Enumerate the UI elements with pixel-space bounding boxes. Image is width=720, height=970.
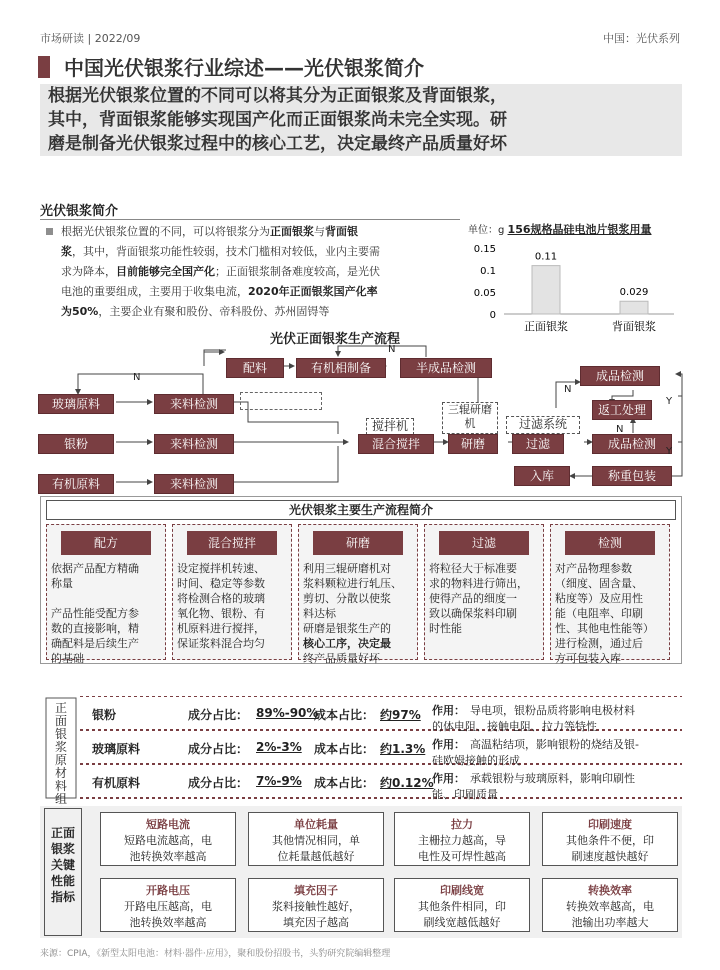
material-name: 有机原料 (92, 776, 141, 790)
process-card-line: 求的物料进行筛出， (429, 577, 528, 590)
kpi-cell-text: 池转换效率越高 (129, 850, 207, 863)
material-cost-value: 约0.12% (380, 776, 434, 790)
kpi-cell (248, 878, 384, 932)
kpi-cell-text: 位耗量越低越好 (277, 850, 355, 863)
kpi-cell-text: 转换效率越高，电 (566, 900, 654, 913)
process-card-line: 剪切、分散以使浆 (303, 592, 391, 605)
kpi-cell-text: 池输出功率越大 (571, 916, 649, 929)
page-title: 中国光伏银浆行业综述——光伏银浆简介 (64, 56, 424, 80)
process-card-body (177, 561, 287, 651)
flow-final-inspect-1: 成品检测 (580, 366, 660, 386)
kpi-cell-head: 转换效率 (588, 884, 632, 897)
bar-value-label: 0.11 (534, 251, 558, 263)
material-use-text: 能、印刷质量 (432, 788, 498, 801)
process-card-line: 使得产品的细度一 (429, 592, 517, 605)
kpi-cell-text: 电性及可焊性越高 (418, 850, 506, 863)
process-card-head: 混合搅拌 (187, 531, 277, 555)
material-comp-label: 成分占比： (188, 708, 249, 722)
bar (620, 301, 648, 314)
process-card-line: 致以确保浆料印刷 (429, 607, 517, 620)
process-card-line: 机原料进行搅拌， (177, 622, 265, 635)
material-cost-label: 成本占比： (314, 708, 375, 722)
material-cost-value: 约1.3% (380, 742, 426, 756)
process-card-line: 时间、稳定等参数 (177, 577, 265, 590)
intro-emphasis: 为50% (61, 305, 99, 318)
flow-arrows (38, 326, 684, 496)
flow-filter-label: 过滤系统 (506, 416, 580, 434)
kpi-cell (542, 812, 678, 866)
chart-header (468, 221, 652, 237)
y-tick-label: 0.1 (480, 266, 496, 277)
kpi-cell (100, 878, 236, 932)
material-comp-value: 7%-9% (256, 774, 302, 788)
divider (40, 219, 460, 220)
material-name: 银粉 (92, 708, 117, 722)
flow-rework: 返工处理 (592, 400, 652, 420)
process-card-line: 称量 (51, 577, 73, 590)
flow-silver: 银粉 (38, 434, 114, 454)
flow-placeholder (240, 392, 322, 410)
flow-semi-inspect: 半成品检测 (400, 358, 492, 378)
flow-y-label: Y (666, 396, 673, 407)
bar-value-label: 0.029 (619, 287, 649, 299)
flow-inspect-1: 来料检测 (154, 394, 234, 414)
process-card-head: 研磨 (313, 531, 403, 555)
flow-packing: 称重包装 (592, 466, 672, 486)
process-card (298, 524, 418, 665)
process-card-line: 研磨是银浆生产的 (303, 622, 391, 635)
kpi-cell (394, 812, 530, 866)
process-card-line: 核心工序，决定最 (303, 637, 391, 650)
flow-organic-prep: 有机相制备 (296, 358, 386, 378)
material-use-text: 导电项，银粉品质将影响电极材料 (470, 704, 635, 717)
usage-chart (466, 236, 682, 340)
chart-title: 156规格晶硅电池片银浆用量 (507, 223, 652, 236)
material-use-label: 作用： (432, 738, 465, 751)
process-card-line: 时性能 (429, 622, 462, 635)
intro-emphasis: 浆 (61, 245, 72, 258)
kpi-cell-head: 拉力 (451, 818, 473, 831)
flow-inspect-2: 来料检测 (154, 434, 234, 454)
kpi-cell (542, 878, 678, 932)
process-card-line: 将检测合格的玻璃 (177, 592, 265, 605)
process-card-line: 氧化物、银粉、有 (177, 607, 265, 620)
material-cost-value: 约97% (380, 708, 421, 722)
y-tick-label: 0 (489, 310, 496, 321)
kpi-cell-text: 其他情况相同，单 (272, 834, 360, 847)
process-card (424, 524, 544, 660)
summary-line: 根据光伏银浆位置的不同可以将其分为正面银浆及背面银浆， (48, 86, 507, 106)
material-name: 玻璃原料 (92, 742, 141, 756)
process-card (172, 524, 292, 660)
material-use-text: 高温粘结项，影响银粉的烧结及银- (470, 738, 639, 751)
flow-storage: 入库 (514, 466, 570, 486)
materials-panel (40, 696, 682, 806)
intro-text-span: 与 (314, 225, 325, 238)
flow-mixing: 混合搅拌 (358, 434, 434, 454)
process-card-head: 检测 (565, 531, 655, 555)
kpi-cell-text: 刷速度越快越好 (571, 850, 649, 863)
kpi-cell-head: 短路电流 (146, 818, 190, 831)
kpi-cell-text: 刷线宽越低越好 (423, 916, 501, 929)
material-use-text: 硅欧姆接触的形成 (432, 754, 520, 767)
top-bar (40, 30, 680, 48)
kpi-cell-text: 填充因子越高 (283, 916, 349, 929)
kpi-side-label: 正面银浆关键性能指标 (44, 808, 82, 936)
report-tag: 市场研读 | 2022/09 (40, 32, 141, 45)
process-card-line: 料达标 (303, 607, 336, 620)
kpi-cell-head: 印刷速度 (588, 818, 632, 831)
material-cost-label: 成本占比： (314, 742, 375, 756)
material-comp-value: 2%-3% (256, 740, 302, 754)
intro-emphasis: 正面银浆 (270, 225, 314, 238)
flow-filter: 过滤 (512, 434, 564, 454)
process-card-head: 过滤 (439, 531, 529, 555)
process-card-body (51, 561, 161, 666)
material-use-text: 的体电阻、接触电阻、拉力等特性 (432, 720, 597, 733)
intro-emphasis: 背面银 (325, 225, 358, 238)
flow-title: 光伏正面银浆生产流程 (270, 332, 401, 347)
source-note: 来源：CPIA，《新型太阳电池：材料·器件·应用》，聚和股份招股书，头豹研究院编辑整理 (40, 949, 391, 959)
intro-text-span: 求为降本， (61, 265, 116, 278)
kpi-cell-text: 其他条件不便，印 (566, 834, 654, 847)
bullet-icon (46, 228, 53, 235)
material-comp-label: 成分占比： (188, 742, 249, 756)
process-card-line: 性、其他电性能等） (555, 622, 654, 635)
process-card-line: 的基础 (51, 652, 84, 665)
category-label: 正面银浆 (524, 320, 568, 333)
kpi-cell-text: 其他条件相同，印 (418, 900, 506, 913)
process-card (46, 524, 166, 665)
kpi-cell-head: 开路电压 (146, 884, 190, 897)
process-card-line: （细度、固含量、 (555, 577, 643, 590)
intro-text-span: ；正面银浆制备难度较高，是光伏 (215, 265, 380, 278)
process-card-line: 对产品物理参数 (555, 562, 632, 575)
flow-mill-label: 三辊研磨机 (442, 402, 498, 434)
process-card-line (51, 591, 161, 606)
y-tick-label: 0.15 (473, 244, 496, 255)
intro-heading: 光伏银浆简介 (40, 204, 119, 219)
summary-line: 其中，背面银浆能够实现国产化而正面银浆尚未完全实现。研 (48, 110, 507, 130)
flow-n-label: N (388, 344, 396, 355)
y-tick-label: 0.05 (473, 288, 496, 299)
kpi-cell (100, 812, 236, 866)
flow-n-label: N (564, 384, 572, 395)
kpi-cell-text: 短路电流越高，电 (124, 834, 212, 847)
flow-organic: 有机原料 (38, 474, 114, 494)
process-card-line: 设定搅拌机转速、 (177, 562, 265, 575)
intro-text (46, 222, 458, 322)
material-use-label: 作用： (432, 772, 465, 785)
kpi-cell-text: 浆料接触性越好， (272, 900, 360, 913)
kpi-cell (394, 878, 530, 932)
process-card-line: 利用三辊研磨机对 (303, 562, 391, 575)
process-card-line: 产品性能受配方参 (51, 607, 139, 620)
title-marker (38, 56, 50, 78)
material-use-text: 承载银粉与玻璃原料，影响印刷性 (470, 772, 635, 785)
process-title: 光伏银浆主要生产流程简介 (46, 500, 676, 520)
process-card-body (303, 561, 413, 666)
intro-text-span: ，其中，背面银浆功能性较弱，技术门槛相对较低，业内主要需 (72, 245, 380, 258)
kpi-cell-text: 池转换效率越高 (129, 916, 207, 929)
process-card-line: 保证浆料混合均匀 (177, 637, 265, 650)
flow-n-label: N (616, 424, 624, 435)
chart-unit: 单位：g (468, 225, 505, 236)
flow-y-label: Y (666, 446, 673, 457)
flow-inspect-3: 来料检测 (154, 474, 234, 494)
process-card-line: 将粒径大于标准要 (429, 562, 517, 575)
flow-mixer-label: 搅拌机 (366, 418, 414, 435)
kpi-cell-text: 主栅拉力越高，导 (418, 834, 506, 847)
material-comp-label: 成分占比： (188, 776, 249, 790)
process-card-line: 浆料颗粒进行轧压、 (303, 577, 402, 590)
kpi-cell-text: 开路电压越高，电 (124, 900, 212, 913)
summary-box (40, 84, 682, 156)
flow-glass: 玻璃原料 (38, 394, 114, 414)
bar (532, 266, 560, 314)
material-use-label: 作用： (432, 704, 465, 717)
process-card-line: 方可包装入库 (555, 652, 621, 665)
kpi-cell (248, 812, 384, 866)
intro-text-span: ，主要企业有聚和股份、帝科股份、苏州固锝等 (98, 305, 330, 318)
process-card-line: 依据产品配方精确 (51, 562, 139, 575)
flow-final-inspect-2: 成品检测 (592, 434, 672, 454)
intro-text-span: 根据光伏银浆位置的不同，可以将银浆分为 (61, 225, 270, 238)
process-card-body (555, 561, 665, 666)
intro-emphasis: 目前能够完全国产化 (116, 265, 215, 278)
materials-side-label: 正面银浆原材料组 (54, 701, 67, 806)
intro-emphasis: 2020年正面银浆国产化率 (248, 285, 378, 298)
material-cost-label: 成本占比： (314, 776, 375, 790)
category-label: 背面银浆 (612, 320, 656, 333)
process-card-body (429, 561, 539, 636)
process-card-line: 粘度等）及应用性 (555, 592, 643, 605)
process-card (550, 524, 670, 665)
summary-line: 磨是制备光伏银浆过程中的核心工艺，决定最终产品质量好坏 (48, 134, 507, 154)
process-card-line: 能（电阻率、印刷 (555, 607, 643, 620)
kpi-cell-head: 单位耗量 (294, 818, 338, 831)
flow-n-label: N (133, 372, 141, 383)
process-card-line: 确配料是后续生产 (51, 637, 139, 650)
process-card-head: 配方 (61, 531, 151, 555)
series-tag: 中国：光伏系列 (603, 32, 680, 45)
flow-peiliao: 配料 (226, 358, 284, 378)
kpi-cell-head: 填充因子 (294, 884, 338, 897)
kpi-cell-head: 印刷线宽 (440, 884, 484, 897)
intro-text-span: 电池的重要组成，主要用于收集电流， (61, 285, 248, 298)
flow-milling: 研磨 (448, 434, 498, 454)
process-card-line: 数的直接影响，精 (51, 622, 139, 635)
process-card-line: 进行检测，通过后 (555, 637, 643, 650)
process-card-line: 终产品质量好坏 (303, 652, 380, 665)
material-comp-value: 89%-90% (256, 706, 319, 720)
